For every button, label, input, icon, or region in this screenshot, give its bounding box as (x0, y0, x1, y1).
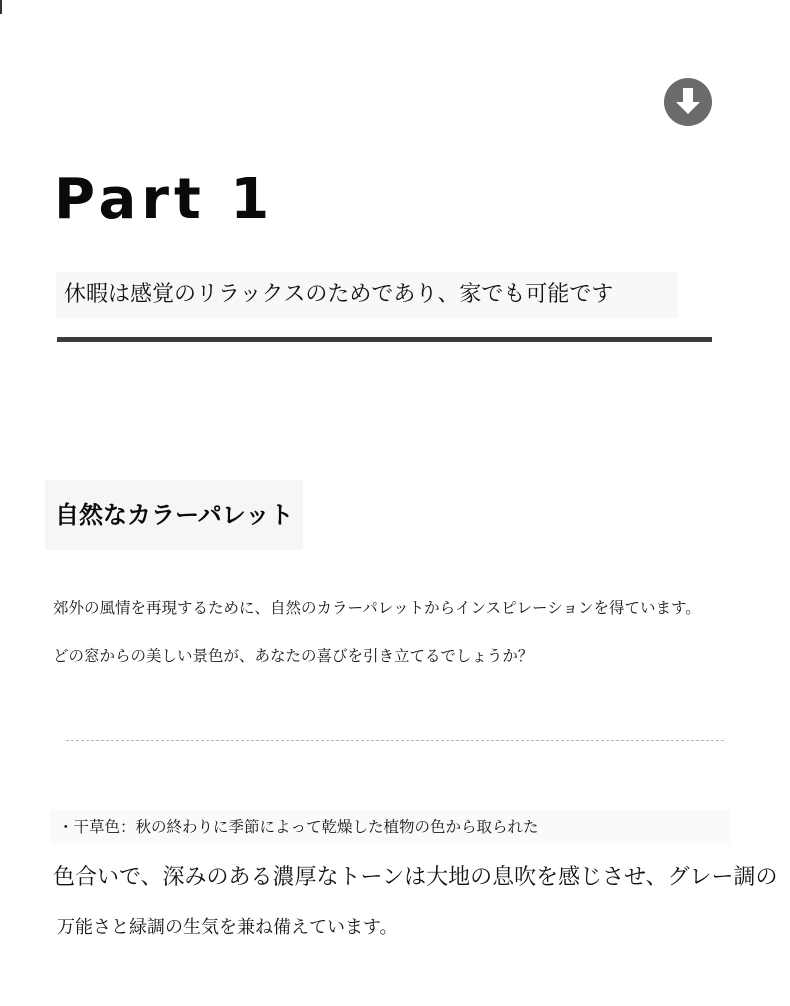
list-item-hay-color: ・干草色：秋の終わりに季節によって乾燥した植物の色から取られた (58, 818, 539, 836)
section-heading: 自然なカラーパレット (55, 501, 294, 529)
part-title: Part 1 (54, 167, 275, 232)
subtitle-box (56, 272, 678, 318)
hay-color-description: 色合いで、深みのある濃厚なトーンは大地の息吹を感じさせ、グレー調の (53, 865, 778, 890)
subtitle: 休暇は感覚のリラックスのためであり、家でも可能です (64, 282, 614, 307)
title-divider (57, 337, 712, 342)
list-item-box (50, 810, 730, 844)
corner-mark (0, 0, 2, 14)
download-button[interactable] (664, 78, 712, 126)
intro-paragraph: 郊外の風情を再現するために、自然のカラーパレットからインスピレーションを得ています。 (53, 599, 701, 617)
download-arrow-icon (664, 78, 712, 126)
dashed-divider (66, 740, 724, 741)
hay-color-description-end: 万能さと緑調の生気を兼ね備えています。 (57, 917, 398, 938)
section-heading-box (45, 480, 303, 550)
question-paragraph: どの窓からの美しい景色が、あなたの喜びを引き立てるでしょうか？ (53, 647, 534, 665)
